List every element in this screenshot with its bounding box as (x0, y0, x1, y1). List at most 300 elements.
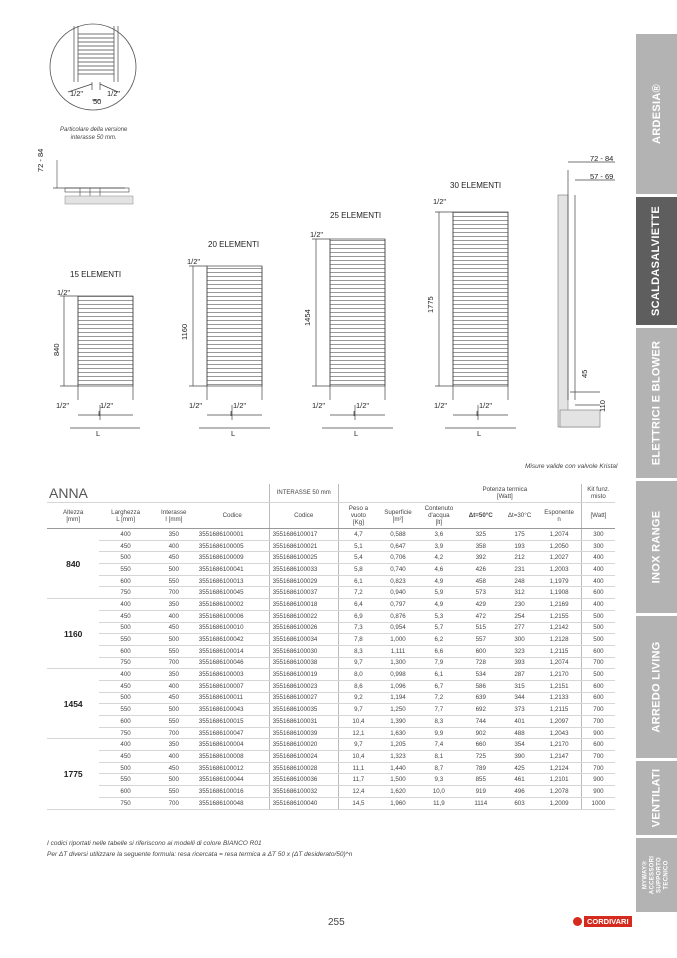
radiator-20-l: L (231, 429, 236, 438)
table-cell: 1,500 (378, 774, 418, 786)
table-cell: 425 (502, 762, 538, 774)
table-cell: 750 (99, 797, 151, 809)
table-cell: 426 (460, 564, 502, 576)
tab-myway[interactable] (636, 838, 677, 912)
table-cell: 3551686100006 (196, 610, 269, 622)
table-cell: 700 (152, 657, 196, 669)
radiator-30-height: 1775 (426, 296, 435, 313)
brand-logo (573, 916, 632, 927)
table-cell: 1,440 (378, 762, 418, 774)
group-height: 1160 (47, 599, 99, 669)
table-cell: 3551686100027 (269, 692, 338, 704)
table-cell: 3551686100022 (269, 610, 338, 622)
radiator-15-i: I (98, 409, 101, 418)
table-cell: 1,2133 (537, 692, 581, 704)
h-contenuto2: d'acqua (428, 512, 450, 519)
radiator-25-height: 1454 (303, 309, 312, 326)
table-cell: 1,2115 (537, 645, 581, 657)
table-cell: 7,2 (338, 587, 378, 599)
table-cell: 7,3 (338, 622, 378, 634)
table-cell: 0,797 (378, 599, 418, 611)
detail-caption-line2: interasse 50 mm. (70, 135, 117, 141)
table-cell: 7,2 (418, 692, 460, 704)
table-cell: 3551686100014 (196, 645, 269, 657)
h-watt: [Watt] (581, 503, 615, 529)
tab-label: ELETTRICI E BLOWER (650, 340, 663, 466)
table-cell: 500 (152, 634, 196, 646)
table-cell: 1,630 (378, 727, 418, 739)
table-cell: 1,205 (378, 739, 418, 751)
h-contenuto-u: [lt] (435, 519, 443, 526)
table-cell: 1,2003 (537, 564, 581, 576)
table-cell: 3551686100044 (196, 774, 269, 786)
table-cell: 3551686100015 (196, 716, 269, 728)
table-cell: 744 (460, 716, 502, 728)
table-cell: 550 (99, 774, 151, 786)
table-cell: 900 (581, 727, 615, 739)
table-cell: 300 (502, 634, 538, 646)
table-cell: 400 (581, 564, 615, 576)
tab-label: INOX RANGE (650, 510, 663, 584)
table-cell: 6,2 (418, 634, 460, 646)
table-row (47, 727, 615, 739)
table-cell: 323 (502, 645, 538, 657)
footnote-1: I codici riportati nelle tabelle si riferiscono ai modelli di colore BIANCO R01 (47, 840, 262, 847)
table-cell: 3551686100003 (196, 669, 269, 681)
table-cell: 10,4 (338, 716, 378, 728)
table-cell: 9,2 (338, 692, 378, 704)
radiator-25-l: L (354, 429, 359, 438)
table-row (47, 739, 615, 751)
table-cell: 287 (502, 669, 538, 681)
table-cell: 373 (502, 704, 538, 716)
radiator-25-bottom-half-left: 1/2" (312, 401, 326, 410)
table-cell: 1,323 (378, 751, 418, 763)
table-cell: 1114 (460, 797, 502, 809)
table-cell: 400 (99, 599, 151, 611)
table-row (47, 774, 615, 786)
detail-half-right: 1/2" (107, 89, 121, 98)
table-body (47, 529, 615, 810)
table-cell: 700 (152, 797, 196, 809)
table-row (47, 610, 615, 622)
table-cell: 8,1 (418, 751, 460, 763)
interasse-label: INTERASSE 50 mm (269, 484, 338, 503)
table-cell: 10,0 (418, 786, 460, 798)
table-cell: 3551686100005 (196, 540, 269, 552)
table-cell: 725 (460, 751, 502, 763)
table-cell: 11,1 (338, 762, 378, 774)
table-cell: 557 (460, 634, 502, 646)
table-cell: 603 (502, 797, 538, 809)
h-dt50: Δt=50°C (460, 503, 502, 529)
table-cell: 7,4 (418, 739, 460, 751)
table-cell: 692 (460, 704, 502, 716)
table-cell: 500 (581, 669, 615, 681)
table-cell: 700 (581, 762, 615, 774)
table-cell: 1,2101 (537, 774, 581, 786)
radiator-25-i: I (353, 409, 356, 418)
table-cell: 5,3 (418, 610, 460, 622)
table-cell: 300 (581, 529, 615, 541)
h-codice2: Codice (269, 503, 338, 529)
tab-label: ARDESIA® (650, 83, 663, 145)
table-cell: 0,588 (378, 529, 418, 541)
table-cell: 750 (99, 587, 151, 599)
table-row (47, 552, 615, 564)
table-cell: 3,9 (418, 540, 460, 552)
h-peso2: vuoto (350, 512, 366, 519)
radiator-20-title: 20 ELEMENTI (208, 240, 260, 249)
table-cell: 1,2009 (537, 797, 581, 809)
table-cell: 700 (581, 751, 615, 763)
h-contenuto: Contenuto (424, 505, 454, 512)
table-cell: 300 (581, 540, 615, 552)
table-cell: 639 (460, 692, 502, 704)
table-cell: 277 (502, 622, 538, 634)
radiator-15-l: L (96, 429, 101, 438)
table-cell: 7,7 (418, 704, 460, 716)
table-cell: 500 (152, 774, 196, 786)
table-cell: 515 (460, 622, 502, 634)
table-row (47, 599, 615, 611)
h-interasse-u: I [mm] (165, 515, 183, 523)
table-cell: 3551686100002 (196, 599, 269, 611)
table-cell: 1,620 (378, 786, 418, 798)
table-row (47, 692, 615, 704)
side-dim-1: 72 - 84 (590, 154, 614, 163)
table-cell: 3551686100028 (269, 762, 338, 774)
table-cell: 5,7 (418, 622, 460, 634)
tab-scaldasalviette[interactable] (636, 197, 677, 325)
table-cell: 855 (460, 774, 502, 786)
table-cell: 3551686100010 (196, 622, 269, 634)
table-cell: 325 (460, 529, 502, 541)
table-cell: 6,1 (418, 669, 460, 681)
table-cell: 600 (99, 575, 151, 587)
table-cell: 450 (152, 762, 196, 774)
table-cell: 11,9 (418, 797, 460, 809)
table-cell: 193 (502, 540, 538, 552)
table-cell: 400 (581, 552, 615, 564)
table-cell: 550 (99, 564, 151, 576)
table-cell: 586 (460, 680, 502, 692)
radiator-25-bottom-half-right: 1/2" (356, 401, 370, 410)
table-cell: 902 (460, 727, 502, 739)
table-cell: 550 (152, 716, 196, 728)
table-cell: 3551686100008 (196, 751, 269, 763)
table-cell: 3551686100042 (196, 634, 269, 646)
table-cell: 450 (99, 751, 151, 763)
table-cell: 5,8 (338, 564, 378, 576)
h-peso: Peso a (348, 505, 369, 512)
table-cell: 350 (152, 529, 196, 541)
table-cell: 1,2151 (537, 680, 581, 692)
tab-ventilati[interactable] (636, 761, 677, 835)
h-interasse: Interasse (161, 508, 187, 516)
table-cell: 488 (502, 727, 538, 739)
radiator-20-bottom-half-right: 1/2" (233, 401, 247, 410)
table-cell: 3551686100048 (196, 797, 269, 809)
table-cell: 600 (581, 739, 615, 751)
valve-note: Misure valide con valvole Kristal (525, 463, 618, 470)
table-cell: 472 (460, 610, 502, 622)
table-cell: 534 (460, 669, 502, 681)
radiator-20-top-half: 1/2" (187, 257, 201, 266)
table-cell: 3551686100046 (196, 657, 269, 669)
table-cell: 11,7 (338, 774, 378, 786)
radiator-15-title: 15 ELEMENTI (70, 270, 122, 279)
table-cell: 9,7 (338, 657, 378, 669)
table-cell: 6,7 (418, 680, 460, 692)
table-cell: 4,9 (418, 599, 460, 611)
table-row (47, 716, 615, 728)
table-cell: 1,300 (378, 657, 418, 669)
table-cell: 14,5 (338, 797, 378, 809)
radiator-25-title: 25 ELEMENTI (330, 211, 382, 220)
table-cell: 3551686100017 (269, 529, 338, 541)
table-cell: 450 (99, 680, 151, 692)
table-cell: 5,9 (418, 587, 460, 599)
tab-elettrici-blower[interactable] (636, 328, 677, 478)
radiator-30-title: 30 ELEMENTI (450, 181, 502, 190)
table-cell: 3551686100009 (196, 552, 269, 564)
table-cell: 3551686100037 (269, 587, 338, 599)
h-superficie: Superficie (384, 508, 412, 516)
radiator-20-bottom-half-left: 1/2" (189, 401, 203, 410)
tab-label: MYWAY® ACCESSORI SUPPORTO TECNICO (642, 855, 670, 895)
table-cell: 4,6 (418, 564, 460, 576)
table-cell: 500 (99, 762, 151, 774)
radiator-15-bottom-half-left: 1/2" (56, 401, 70, 410)
table-cell: 3551686100047 (196, 727, 269, 739)
table-cell: 3551686100034 (269, 634, 338, 646)
radiator-15-height: 840 (52, 343, 61, 356)
table-cell: 230 (502, 599, 538, 611)
table-cell: 10,4 (338, 751, 378, 763)
table-cell: 5,1 (338, 540, 378, 552)
table-cell: 8,6 (338, 680, 378, 692)
tab-arredo-living[interactable] (636, 616, 677, 758)
footnote-2: Per ΔT diversi utilizzare la seguente formula: resa ricercata = resa termica a ΔT 50 x (ΔT desiderato/50)^n (47, 851, 353, 858)
table-cell: 350 (152, 599, 196, 611)
table-cell: 1,2050 (537, 540, 581, 552)
table-cell: 0,954 (378, 622, 418, 634)
table-cell: 350 (152, 669, 196, 681)
table-cell: 0,998 (378, 669, 418, 681)
side-dim-3: 45 (580, 369, 589, 378)
table-cell: 0,647 (378, 540, 418, 552)
product-table (47, 484, 615, 810)
table-cell: 6,6 (418, 645, 460, 657)
table-cell: 6,1 (338, 575, 378, 587)
table-cell: 6,9 (338, 610, 378, 622)
table-cell: 3551686100019 (269, 669, 338, 681)
tab-inox-range[interactable] (636, 481, 677, 613)
tab-label: ARREDO LIVING (650, 641, 663, 733)
table-cell: 3551686100018 (269, 599, 338, 611)
table-cell: 390 (502, 751, 538, 763)
table-cell: 1,000 (378, 634, 418, 646)
table-cell: 550 (152, 786, 196, 798)
table-cell: 254 (502, 610, 538, 622)
table-cell: 461 (502, 774, 538, 786)
table-cell: 175 (502, 529, 538, 541)
h-altezza-u: [mm] (66, 515, 81, 523)
radiator-15-bottom-half-right: 1/2" (100, 401, 114, 410)
table-cell: 750 (99, 657, 151, 669)
table-cell: 496 (502, 786, 538, 798)
table-cell: 500 (581, 634, 615, 646)
table-cell: 350 (152, 739, 196, 751)
table-cell: 3551686100007 (196, 680, 269, 692)
table-cell: 600 (460, 645, 502, 657)
table-cell: 6,4 (338, 599, 378, 611)
detail-spacing: 50 (93, 97, 102, 106)
table-cell: 12,4 (338, 786, 378, 798)
table-cell: 1,960 (378, 797, 418, 809)
table-cell: 8,3 (338, 645, 378, 657)
table-row (47, 657, 615, 669)
table-cell: 450 (152, 692, 196, 704)
table-cell: 9,3 (418, 774, 460, 786)
table-cell: 3551686100045 (196, 587, 269, 599)
table-cell: 750 (99, 727, 151, 739)
table-cell: 315 (502, 680, 538, 692)
table-cell: 4,7 (338, 529, 378, 541)
table-cell: 8,7 (418, 762, 460, 774)
table-cell: 3551686100038 (269, 657, 338, 669)
table-cell: 3551686100026 (269, 622, 338, 634)
table-cell: 400 (152, 751, 196, 763)
table-cell: 3551686100021 (269, 540, 338, 552)
table-cell: 3551686100030 (269, 645, 338, 657)
table-cell: 660 (460, 739, 502, 751)
table-cell: 1,096 (378, 680, 418, 692)
table-cell: 400 (152, 610, 196, 622)
table-cell: 3551686100032 (269, 786, 338, 798)
table-cell: 3551686100035 (269, 704, 338, 716)
table-cell: 400 (99, 529, 151, 541)
table-cell: 600 (581, 645, 615, 657)
h-codice: Codice (196, 503, 269, 529)
table-cell: 7,8 (338, 634, 378, 646)
table-row (47, 564, 615, 576)
table-row (47, 645, 615, 657)
table-cell: 1,2097 (537, 716, 581, 728)
table-cell: 3551686100033 (269, 564, 338, 576)
table-cell: 500 (581, 622, 615, 634)
table-cell: 231 (502, 564, 538, 576)
table-row (47, 704, 615, 716)
radiator-30-l: L (477, 429, 482, 438)
h-larghezza: Larghezza (111, 508, 141, 516)
table-cell: 312 (502, 587, 538, 599)
group-height: 840 (47, 529, 99, 599)
table-cell: 0,740 (378, 564, 418, 576)
table-cell: 500 (581, 610, 615, 622)
h-esponente-u: n (557, 515, 561, 523)
table-cell: 7,9 (418, 657, 460, 669)
table-cell: 0,876 (378, 610, 418, 622)
table-cell: 400 (581, 575, 615, 587)
group-height: 1454 (47, 669, 99, 739)
h-larghezza-u: L [mm] (116, 515, 135, 523)
table-cell: 393 (502, 657, 538, 669)
table-cell: 1,2078 (537, 786, 581, 798)
table-cell: 919 (460, 786, 502, 798)
h-esponente: Esponente (544, 508, 574, 516)
table-cell: 1,250 (378, 704, 418, 716)
table-cell: 248 (502, 575, 538, 587)
table-cell: 1,2147 (537, 751, 581, 763)
table-cell: 1,1979 (537, 575, 581, 587)
table-cell: 0,706 (378, 552, 418, 564)
h-altezza: Altezza (63, 508, 84, 516)
table-cell: 3551686100043 (196, 704, 269, 716)
table-cell: 392 (460, 552, 502, 564)
table-cell: 600 (581, 692, 615, 704)
table-cell: 600 (99, 786, 151, 798)
table-row (47, 797, 615, 809)
table-row (47, 751, 615, 763)
table-cell: 728 (460, 657, 502, 669)
radiator-30-i: I (476, 409, 479, 418)
table-cell: 1,2155 (537, 610, 581, 622)
table-cell: 1,2169 (537, 599, 581, 611)
table-row (47, 680, 615, 692)
group-height: 1775 (47, 739, 99, 809)
table-cell: 1,2074 (537, 529, 581, 541)
product-name: ANNA (47, 484, 269, 503)
table-cell: 400 (581, 599, 615, 611)
tab-label: VENTILATI (650, 768, 663, 828)
kit-label: Kit funz. misto (581, 484, 615, 503)
table-cell: 600 (99, 645, 151, 657)
potenza-unit: [Watt] (496, 493, 513, 500)
table-cell: 344 (502, 692, 538, 704)
table-cell: 789 (460, 762, 502, 774)
detail-half-left: 1/2" (70, 89, 84, 98)
table-cell: 550 (152, 645, 196, 657)
table-cell: 212 (502, 552, 538, 564)
table-cell: 400 (99, 669, 151, 681)
table-cell: 3551686100039 (269, 727, 338, 739)
table-cell: 1,2043 (537, 727, 581, 739)
table-cell: 450 (99, 610, 151, 622)
table-cell: 1,2115 (537, 704, 581, 716)
table-cell: 0,823 (378, 575, 418, 587)
table-cell: 600 (99, 716, 151, 728)
table-cell: 500 (152, 564, 196, 576)
table-row (47, 575, 615, 587)
radiator-20-i: I (230, 409, 233, 418)
table-cell: 9,9 (418, 727, 460, 739)
table-cell: 600 (581, 587, 615, 599)
table-cell: 358 (460, 540, 502, 552)
table-cell: 3551686100040 (269, 797, 338, 809)
table-cell: 550 (99, 704, 151, 716)
table-cell: 450 (152, 552, 196, 564)
table-cell: 3551686100023 (269, 680, 338, 692)
table-cell: 450 (152, 622, 196, 634)
table-cell: 1,2074 (537, 657, 581, 669)
tab-ardesia[interactable] (636, 34, 677, 194)
table-cell: 3551686100011 (196, 692, 269, 704)
table-cell: 9,7 (338, 739, 378, 751)
table-cell: 700 (581, 704, 615, 716)
table-cell: 1,2170 (537, 669, 581, 681)
